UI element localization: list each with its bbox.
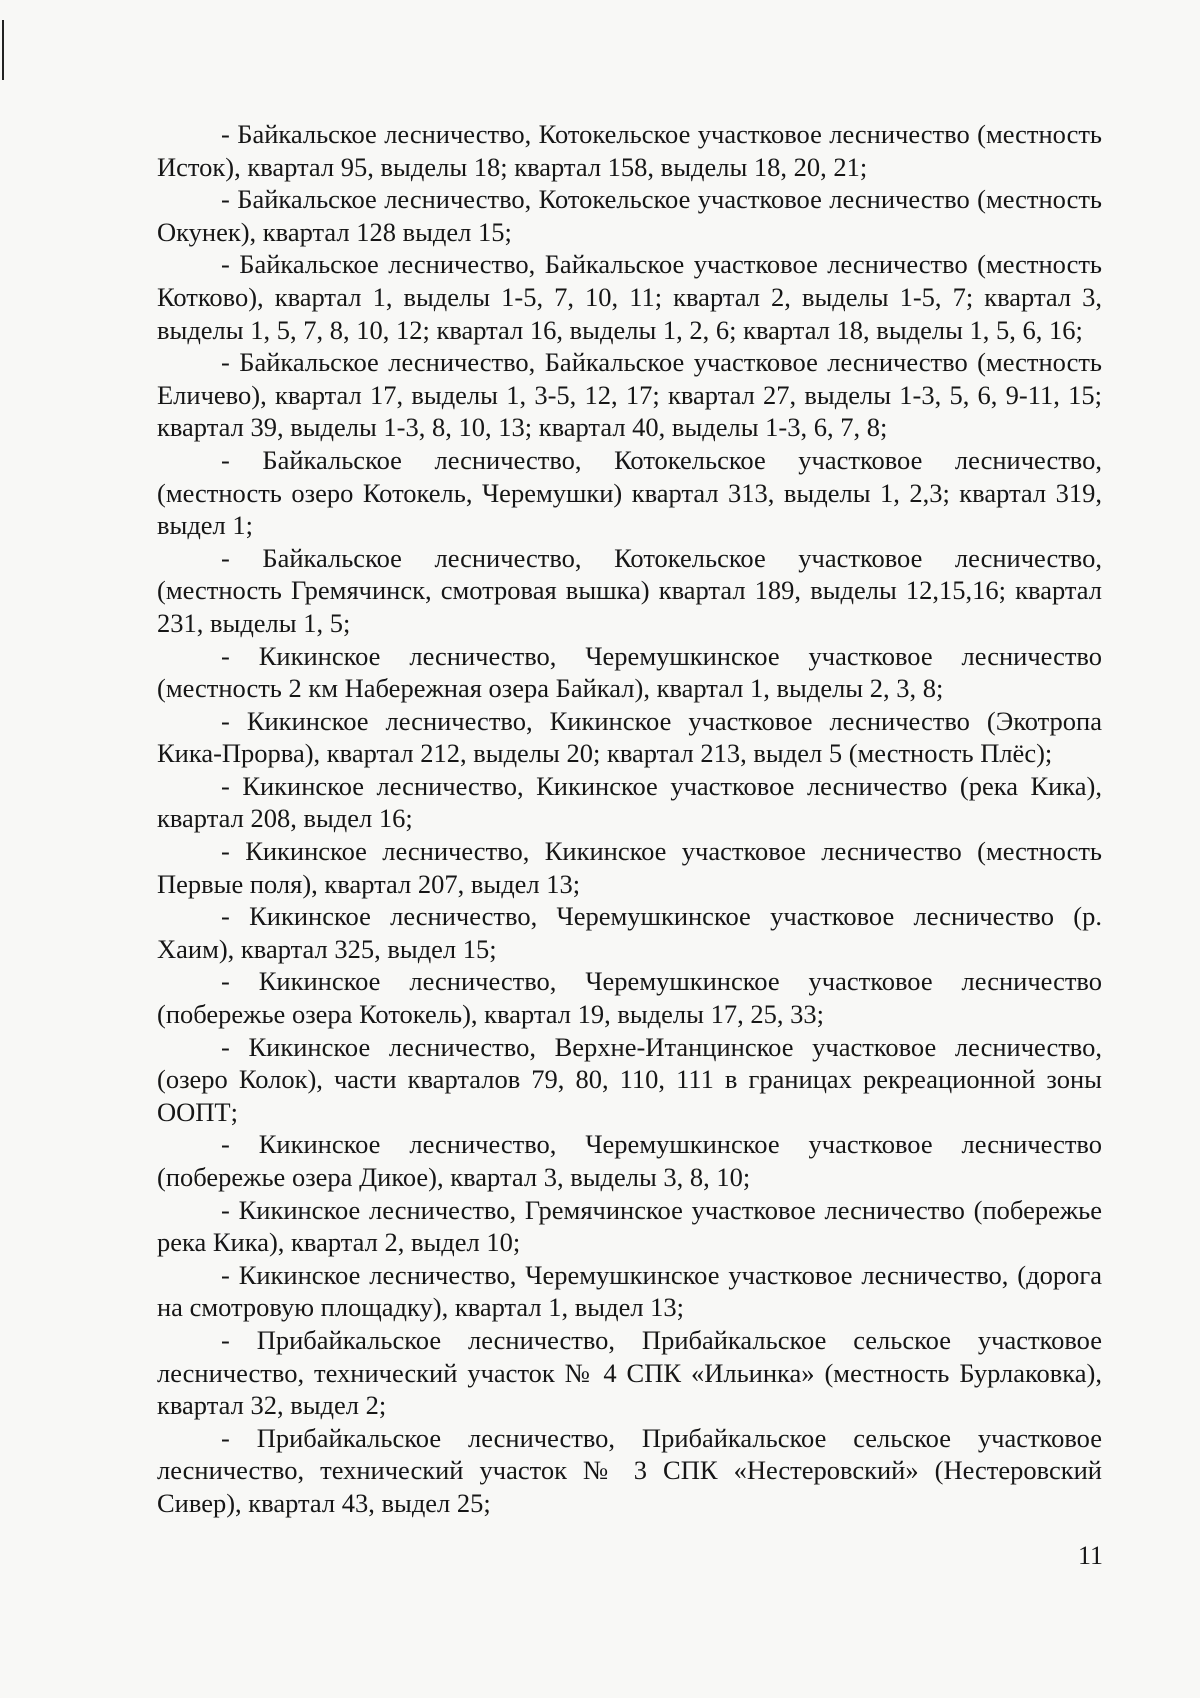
list-item: - Байкальское лесничество, Котокельское участковое лесничество (местность Окунек), квартал 128 выдел 15; [157, 184, 1102, 247]
list-item: - Байкальское лесничество, Байкальское участковое лесничество (местность Еличево), квартал 17, выделы 1, 3-5, 12, 17; квартал 27, выделы 1-3, 5, 6, 9-11, 15; квартал 39, выделы 1-3, 8, 10, 13; квартал 40, выделы 1-3, 6, 7, 8; [157, 347, 1102, 443]
list-item: - Прибайкальское лесничество, Прибайкальское сельское участковое лесничество, технический участок № 4 СПК «Ильинка» (местность Бурлаковка), квартал 32, выдел 2; [157, 1324, 1102, 1421]
list-item: - Кикинское лесничество, Черемушкинское участковое лесничество (р. Хаим), квартал 325, выдел 15; [157, 901, 1102, 964]
list-item: - Кикинское лесничество, Черемушкинское участковое лесничество (побережье озера Дикое), квартал 3, выделы 3, 8, 10; [157, 1129, 1102, 1192]
list-item: - Байкальское лесничество, Котокельское участковое лесничество, (местность озеро Котокель, Черемушки) квартал 313, выделы 1, 2,3; квартал 319, выдел 1; [157, 444, 1102, 541]
list-item: - Кикинское лесничество, Черемушкинское участковое лесничество, (дорога на смотровую площадку), квартал 1, выдел 13; [157, 1259, 1102, 1323]
list-item: - Байкальское лесничество, Байкальское участковое лесничество (местность Котково), квартал 1, выделы 1-5, 7, 10, 11; квартал 2, выделы 1-5, 7; квартал 3, выделы 1, 5, 7, 8, 10, 12; квартал 16, выделы 1, 2, 6; квартал 18, выделы 1, 5, 6, 16; [157, 249, 1102, 345]
list-item: - Байкальское лесничество, Котокельское участковое лесничество, (местность Гремячинск, смотровая вышка) квартал 189, выделы 12,15,16; квартал 231, выделы 1, 5; [157, 542, 1102, 638]
list-item: - Кикинское лесничество, Кикинское участковое лесничество (местность Первые поля), квартал 207, выдел 13; [157, 836, 1102, 899]
list-item: - Байкальское лесничество, Котокельское участковое лесничество (местность Исток), квартал 95, выделы 18; квартал 158, выделы 18, 20, 21; [157, 119, 1102, 182]
list-item: - Кикинское лесничество, Верхне-Итанцинское участковое лесничество, (озеро Колок), части кварталов 79, 80, 110, 111 в границах рекреационной зоны ООПТ; [157, 1031, 1102, 1127]
list-item: - Кикинское лесничество, Гремячинское участковое лесничество (побережье река Кика), квартал 2, выдел 10; [157, 1194, 1102, 1258]
list-item: - Кикинское лесничество, Кикинское участковое лесничество (река Кика), квартал 208, выдел 16; [157, 770, 1102, 834]
list-item: - Кикинское лесничество, Кикинское участковое лесничество (Экотропа Кика-Прорва), квартал 212, выделы 20; квартал 213, выдел 5 (местность Плёс); [157, 705, 1102, 769]
list-item: - Прибайкальское лесничество, Прибайкальское сельское участковое лесничество, технический участок № 3 СПК «Нестеровский» (Нестеровский Сивер), квартал 43, выдел 25; [157, 1422, 1102, 1518]
list-item: - Кикинское лесничество, Черемушкинское участковое лесничество (местность 2 км Набережная озера Байкал), квартал 1, выделы 2, 3, 8; [157, 640, 1102, 704]
scan-edge-mark [2, 20, 4, 80]
document-body [157, 118, 1102, 1520]
page-number: 11 [1078, 1541, 1104, 1570]
list-item: - Кикинское лесничество, Черемушкинское участковое лесничество (побережье озера Котокель), квартал 19, выделы 17, 25, 33; [157, 966, 1102, 1030]
